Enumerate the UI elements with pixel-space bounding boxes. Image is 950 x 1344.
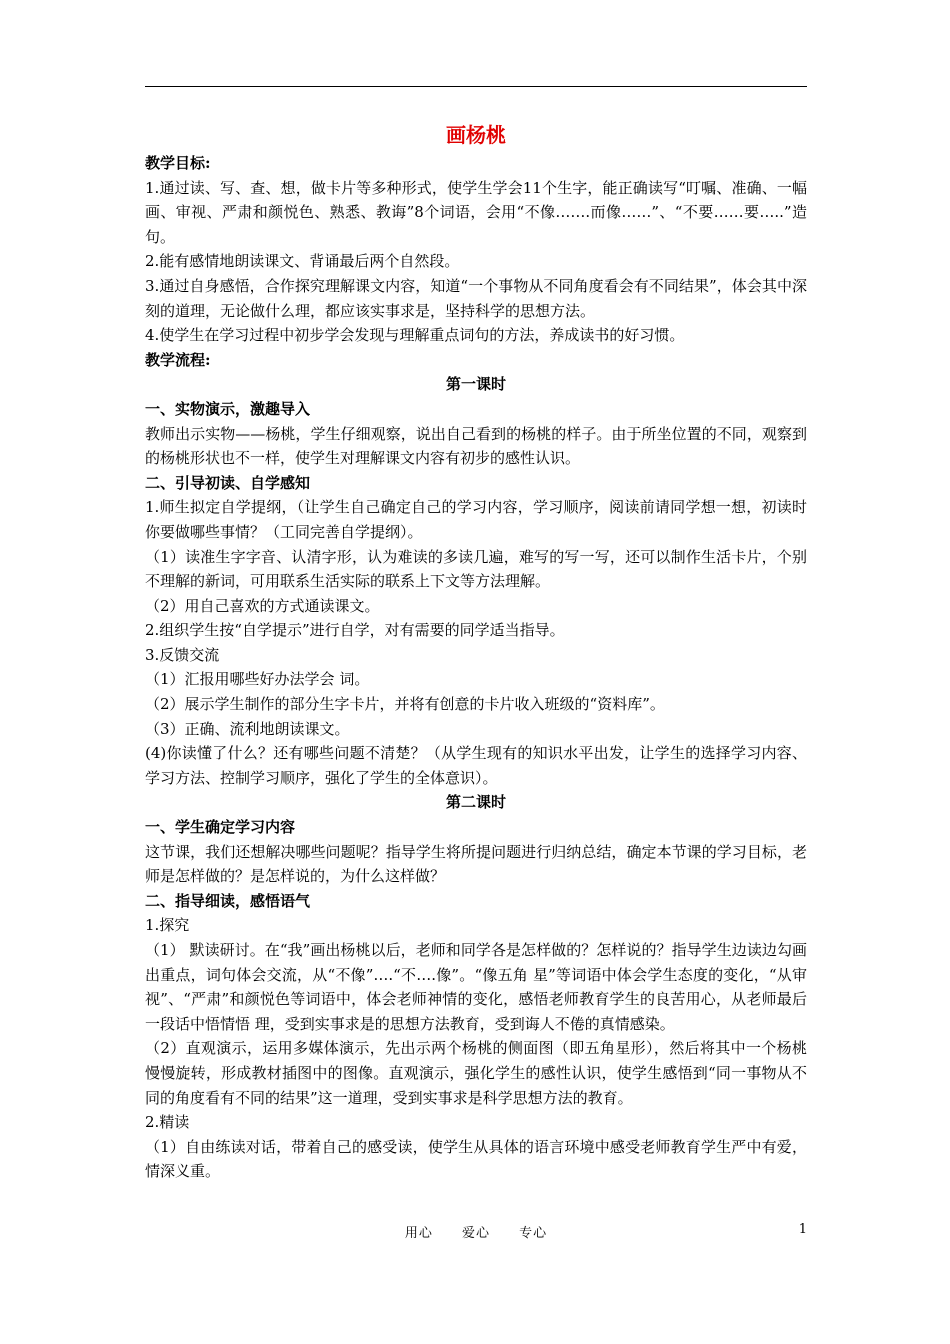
paragraph: （2）展示学生制作的部分生字卡片，并将有创意的卡片收入班级的“资料库”。 bbox=[145, 695, 665, 714]
section-heading: 一、学生确定学习内容 bbox=[145, 818, 296, 837]
goal-item: 1.通过读、写、查、想，做卡片等多种形式，使学生学会11个生字，能正确读写“叮嘱、准确、一幅画、审视、严肃和颜悦色、熟悉、教诲”8个词语，会用“不像…….而像……”、“不要……要…..”造句。 bbox=[145, 178, 807, 246]
motto-word: 专心 bbox=[519, 1226, 548, 1241]
goals-heading: 教学目标: bbox=[145, 154, 211, 172]
motto-word: 爱心 bbox=[461, 1226, 490, 1241]
goal-item: 4.使学生在学习过程中初步学会发现与理解重点词句的方法，养成读书的好习惯。 bbox=[145, 326, 685, 345]
paragraph: 1.师生拟定自学提纲，（让学生自己确定自己的学习内容，学习顺序，阅读前请同学想一想，初读时你要做哪些事情？（工同完善自学提纲）。 bbox=[145, 498, 807, 541]
footer-motto bbox=[145, 1222, 807, 1241]
goal-item: 2.能有感情地朗读课文、背诵最后两个自然段。 bbox=[145, 252, 460, 271]
paragraph: 教师出示实物——杨桃，学生仔细观察，说出自己看到的杨桃的样子。由于所坐位置的不同，观察到的杨桃形状也不一样，使学生对理解课文内容有初步的感性认识。 bbox=[145, 424, 807, 468]
document-body bbox=[145, 120, 807, 1184]
goal-item: 3.通过自身感悟，合作探究理解课文内容，知道“一个事物从不同角度看会有不同结果”，体会其中深刻的道理，无论做什么理，都应该实事求是，坚持科学的思想方法。 bbox=[145, 276, 807, 320]
section-heading: 一、实物演示，激趣导入 bbox=[145, 399, 311, 418]
paragraph: （2）直观演示，运用多媒体演示，先出示两个杨桃的侧面图（即五角星形），然后将其中一个杨桃慢慢旋转，形成教材插图中的图像。直观演示，强化学生的感性认识，使学生感悟到“同一事物从不同的角度看有不同的结果”这一道理，受到实事求是科学思想方法的教育。 bbox=[145, 1039, 807, 1107]
lesson1-heading: 第一课时 bbox=[445, 375, 506, 394]
process-heading: 教学流程: bbox=[145, 350, 211, 369]
lesson2-heading: 第二课时 bbox=[445, 793, 506, 812]
paragraph: 3.反馈交流 bbox=[145, 645, 220, 664]
paragraph: (4)你读懂了什么？还有哪些问题不清楚？（从学生现有的知识水平出发，让学生的选择学习内容、学习方法、控制学习顺序，强化了学生的全体意识）。 bbox=[145, 744, 807, 787]
section-heading: 二、指导细读，感悟语气 bbox=[145, 891, 311, 910]
paragraph: 这节课，我们还想解决哪些问题呢？指导学生将所提问题进行归纳总结，确定本节课的学习目标，老师是怎样做的？是怎样说的，为什么这样做？ bbox=[145, 842, 807, 886]
document-title: 画杨桃 bbox=[446, 123, 506, 147]
paragraph: 2.组织学生按“自学提示”进行自学，对有需要的同学适当指导。 bbox=[145, 621, 565, 640]
paragraph: 2.精读 bbox=[145, 1113, 190, 1132]
header-rule bbox=[145, 86, 807, 87]
paragraph: （3）正确、流利地朗读课文。 bbox=[145, 719, 350, 738]
paragraph: （1） 默读研讨。在“我”画出杨桃以后，老师和同学各是怎样做的？怎样说的？指导学生边读边勾画出重点，词句体会交流，从“不像”….“不….像”。“像五角 星”等词语中体会学生态度的变化，“从审视”、“严肃”和颜悦色等词语中，体会老师神情的变化，感悟老师教育学生的良苦用心，从老师最后一段话中悟情悟 理，受到实事求是的思想方法教育，受到诲人不倦的真情感染。 bbox=[145, 941, 807, 1033]
paragraph: （1）汇报用哪些好办法学会 词。 bbox=[145, 670, 370, 689]
paragraph: 1.探究 bbox=[145, 916, 190, 935]
page-number: 1 bbox=[798, 1222, 807, 1237]
motto-word: 用心 bbox=[404, 1226, 433, 1241]
paragraph: （1）读准生字字音、认清字形，认为难读的多读几遍，难写的写一写，还可以制作生活卡片，个别不理解的新词，可用联系生活实际的联系上下文等方法理解。 bbox=[145, 547, 807, 591]
paragraph: （2）用自己喜欢的方式通读课文。 bbox=[145, 596, 380, 615]
section-heading: 二、引导初读、自学感知 bbox=[145, 473, 311, 492]
paragraph: （1）自由练读对话，带着自己的感受读，使学生从具体的语言环境中感受老师教育学生严中有爱，情深义重。 bbox=[145, 1137, 807, 1181]
